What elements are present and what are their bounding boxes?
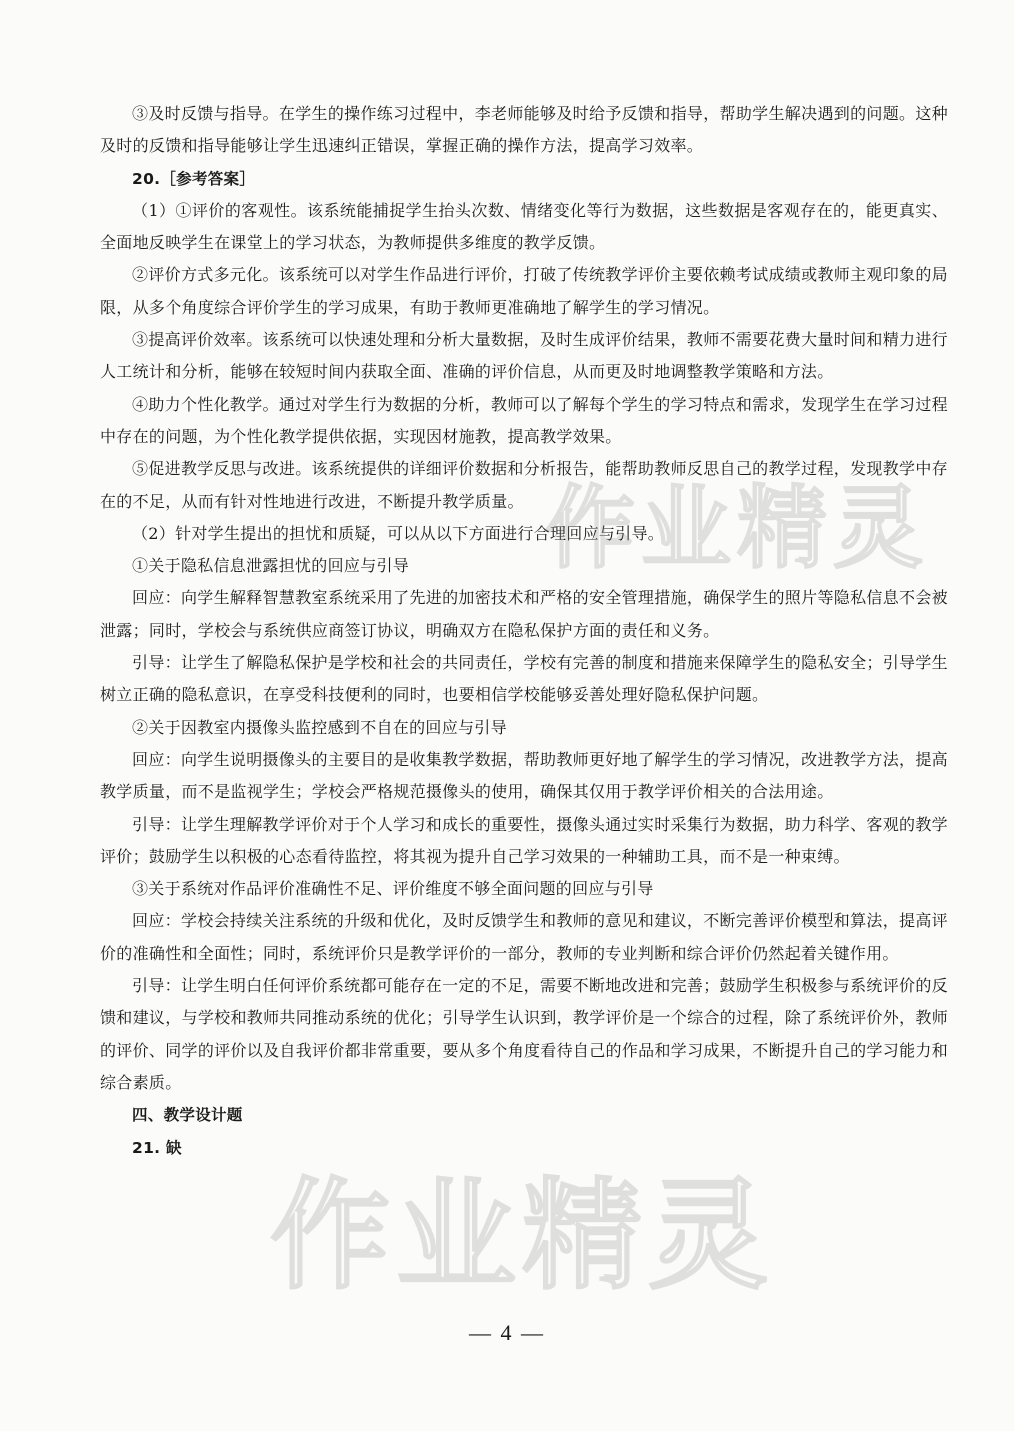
paragraph: （2）针对学生提出的担忧和质疑，可以从以下方面进行合理回应与引导。: [132, 523, 665, 543]
paragraph: ⑤促进教学反思与改进。该系统提供的详细评价数据和分析报告，能帮助教师反思自己的教学过程，发现教学中存在的不足，从而有针对性地进行改进，不断提升教学质量。: [100, 459, 948, 511]
paragraph: 回应：向学生说明摄像头的主要目的是收集教学数据，帮助教师更好地了解学生的学习情况，改进教学方法，提高教学质量，而不是监视学生；学校会严格规范摄像头的使用，确保其仅用于教学评价相关的合法用途。: [100, 749, 948, 802]
paragraph: ②关于因教室内摄像头监控感到不自在的回应与引导: [132, 717, 507, 737]
paragraph: （1）①评价的客观性。该系统能捕捉学生抬头次数、情绪变化等行为数据，这些数据是客观存在的，能更真实、全面地反映学生在课堂上的学习状态，为教师提供多维度的教学反馈。: [100, 200, 948, 253]
paragraph: ④助力个性化教学。通过对学生行为数据的分析，教师可以了解每个学生的学习特点和需求，发现学生在学习过程中存在的问题，为个性化教学提供依据，实现因材施教，提高教学效果。: [100, 394, 948, 446]
paragraph: 21. 缺: [132, 1138, 182, 1157]
paragraph: ②评价方式多元化。该系统可以对学生作品进行评价，打破了传统教学评价主要依赖考试成绩或教师主观印象的局限，从多个角度综合评价学生的学习成果，有助于教师更准确地了解学生的学习情况。: [100, 265, 948, 317]
paragraph: ③及时反馈与指导。在学生的操作练习过程中，李老师能够及时给予反馈和指导，帮助学生解决遇到的问题。这种及时的反馈和指导能够让学生迅速纠正错误，掌握正确的操作方法，提高学习效率。: [100, 104, 948, 156]
watermark-mid: 作业精灵: [545, 476, 929, 581]
watermark-bottom: 作业精灵: [270, 1167, 774, 1306]
paragraph: 引导：让学生明白任何评价系统都可能存在一定的不足，需要不断地改进和完善；鼓励学生积极参与系统评价的反馈和建议，与学校和教师共同推动系统的优化；引导学生认识到，教学评价是一个综合的过程，除了系统评价外，教师的评价、同学的评价以及自我评价都非常重要，要从多个角度看待自己的作品和学习成果，不断提升自己的学习能力和综合素质。: [100, 976, 948, 1092]
paragraph: ①关于隐私信息泄露担忧的回应与引导: [132, 556, 410, 576]
paragraph: 四、教学设计题: [132, 1106, 243, 1125]
paragraph: ③关于系统对作品评价准确性不足、评价维度不够全面问题的回应与引导: [132, 879, 654, 899]
paragraph: 引导：让学生理解教学评价对于个人学习和成长的重要性，摄像头通过实时采集行为数据，助力科学、客观的教学评价；鼓励学生以积极的心态看待监控，将其视为提升自己学习效果的一种辅助工具，而不是一种束缚。: [100, 814, 948, 866]
paragraph: ③提高评价效率。该系统可以快速处理和分析大量数据，及时生成评价结果，教师不需要花费大量时间和精力进行人工统计和分析，能够在较短时间内获取全面、准确的评价信息，从而更及时地调整教学策略和方法。: [100, 330, 948, 382]
paragraph: 回应：向学生解释智慧教室系统采用了先进的加密技术和严格的安全管理措施，确保学生的照片等隐私信息不会被泄露；同时，学校会与系统供应商签订协议，明确双方在隐私保护方面的责任和义务。: [100, 588, 948, 640]
answer-text-body: [100, 98, 948, 1164]
paragraph: 回应：学校会持续关注系统的升级和优化，及时反馈学生和教师的意见和建议，不断完善评价模型和算法，提高评价的准确性和全面性；同时，系统评价只是教学评价的一部分，教师的专业判断和综合评价仍然起着关键作用。: [100, 911, 948, 963]
paragraph: 引导：让学生了解隐私保护是学校和社会的共同责任，学校有完善的制度和措施来保障学生的隐私安全；引导学生树立正确的隐私意识，在享受科技便利的同时，也要相信学校能够妥善处理好隐私保护问题。: [100, 653, 948, 705]
paragraph: 20.［参考答案］: [132, 169, 256, 188]
page-number: — 4 —: [469, 1320, 545, 1345]
